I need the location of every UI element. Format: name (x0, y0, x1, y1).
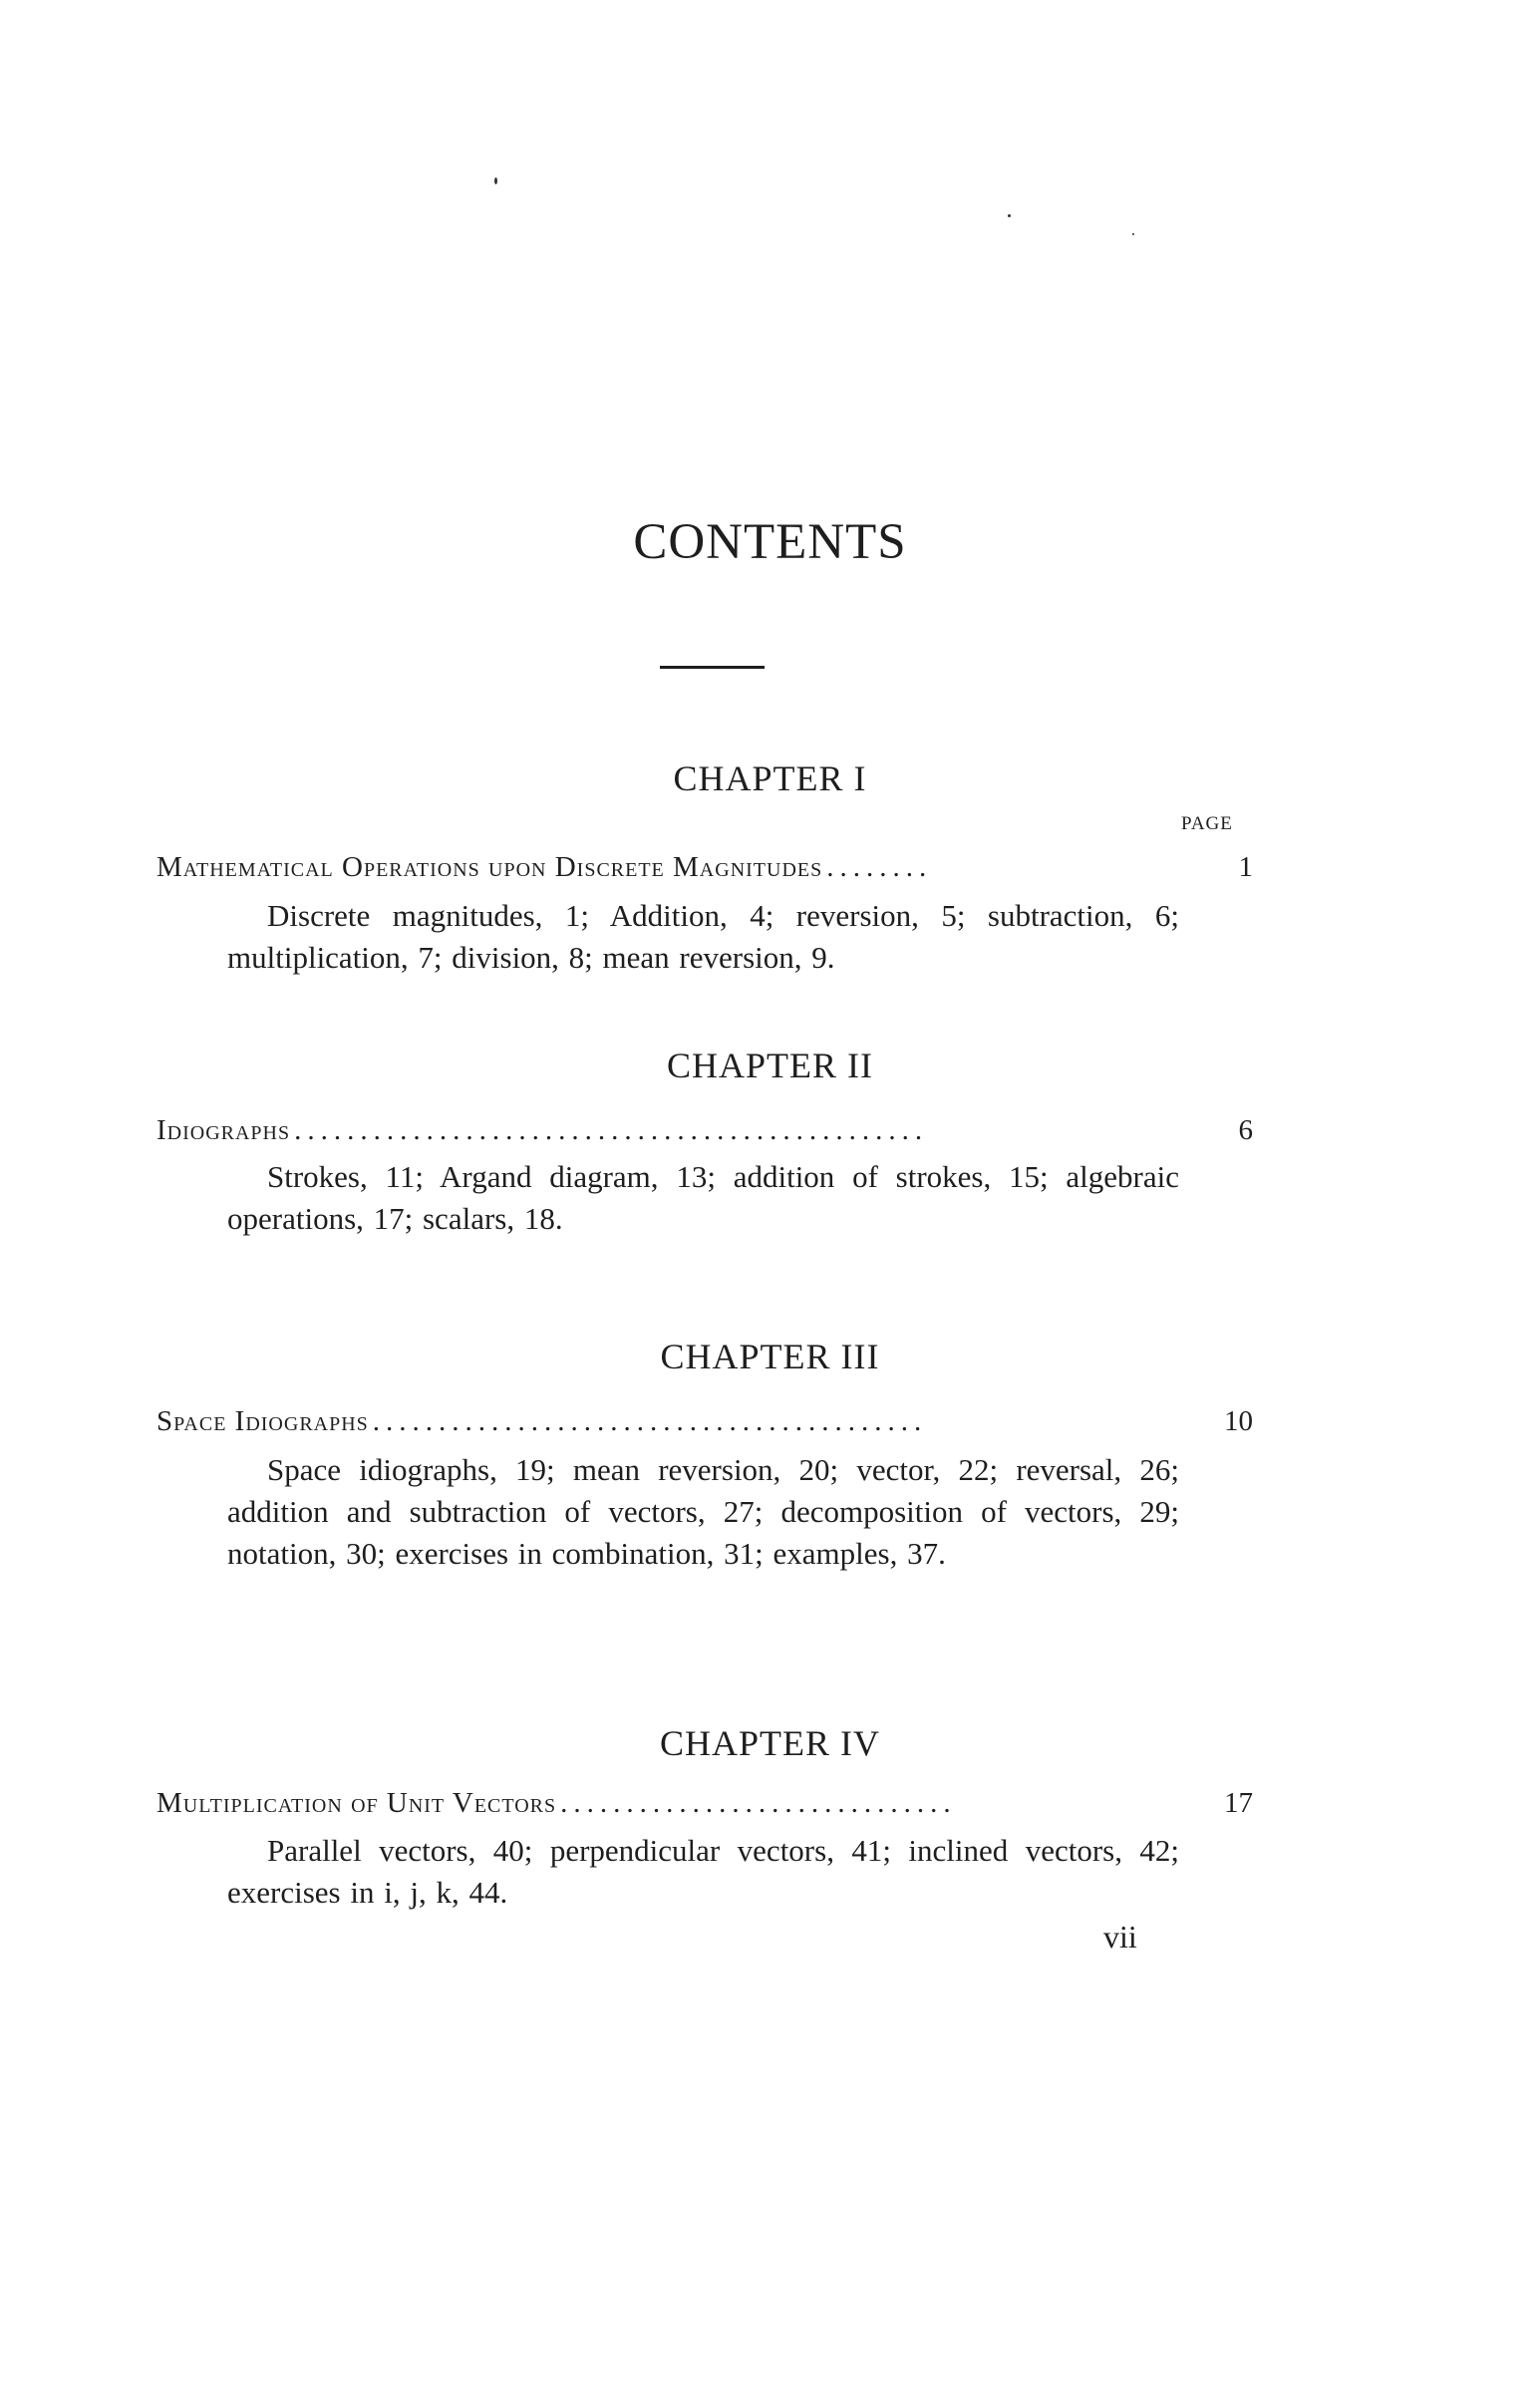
chapter-4-description: Parallel vectors, 40; perpendicular vectors, 41; inclined vectors, 42; exercises in i, j, k, 44. (227, 1833, 1179, 1910)
dot-leader: ........ (826, 851, 933, 883)
chapter-2-page-number: 6 (1238, 1114, 1253, 1146)
chapter-2-heading: CHAPTER II (667, 1046, 873, 1085)
page-folio: vii (1103, 1919, 1137, 1954)
chapter-4-entry-title: Multiplication of Unit Vectors (156, 1787, 557, 1819)
chapter-1-page-number: 1 (1238, 851, 1253, 883)
chapter-2-entry-title: Idiographs (156, 1114, 291, 1146)
contents-title: CONTENTS (633, 514, 907, 570)
chapter-3-entry-title: Space Idiographs (156, 1405, 369, 1437)
speck (494, 177, 497, 184)
dot-leader: ................................................ (294, 1114, 929, 1146)
chapter-3-page-number: 10 (1224, 1405, 1253, 1437)
title-rule (660, 666, 765, 669)
chapter-1-entry (156, 851, 1253, 884)
dot-leader: .............................. (560, 1787, 957, 1819)
chapter-1-entry-title: Mathematical Operations upon Discrete Magnitudes (156, 851, 823, 883)
page-column-label: PAGE (1181, 813, 1233, 834)
chapter-4-entry (156, 1787, 1253, 1820)
chapter-2-entry (156, 1114, 1253, 1147)
chapter-3-entry (156, 1405, 1253, 1438)
dot-leader: .......................................... (372, 1405, 928, 1437)
chapter-3-description: Space idiographs, 19; mean reversion, 20; vector, 22; reversal, 26; addition and subtraction of vectors, 27; decomposition of vectors, 29; notation, 30; exercises in combination, 31; examples, 37. (227, 1452, 1179, 1571)
chapter-4-page-number: 17 (1224, 1787, 1253, 1819)
speck (1008, 214, 1011, 217)
chapter-3-heading: CHAPTER III (660, 1337, 880, 1376)
chapter-2-description: Strokes, 11; Argand diagram, 13; addition of strokes, 15; algebraic operations, 17; scalars, 18. (227, 1159, 1179, 1236)
speck (1132, 233, 1134, 235)
chapter-1-heading: CHAPTER I (673, 758, 867, 798)
chapter-1-description: Discrete magnitudes, 1; Addition, 4; reversion, 5; subtraction, 6; multiplication, 7; division, 8; mean reversion, 9. (227, 898, 1179, 975)
chapter-4-heading: CHAPTER IV (659, 1723, 880, 1763)
